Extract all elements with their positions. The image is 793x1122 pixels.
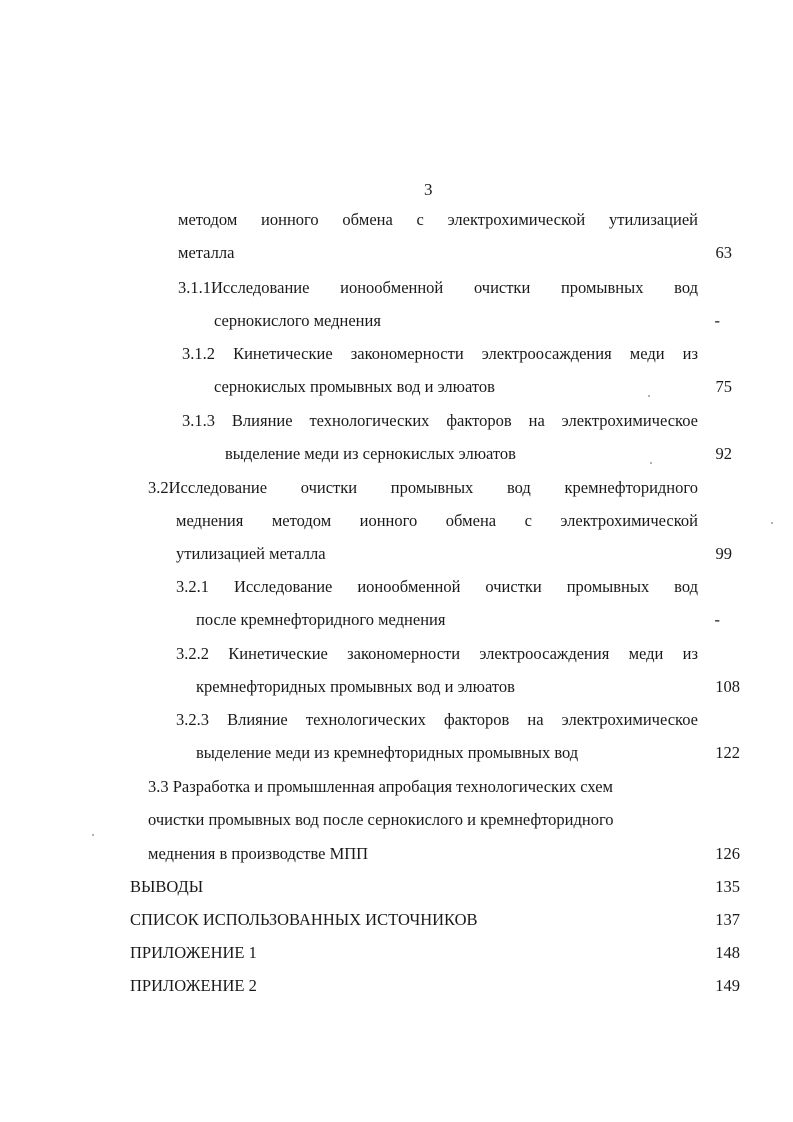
toc-page-number: 126	[715, 844, 740, 863]
toc-line: утилизацией металла	[176, 544, 326, 563]
toc-page-number: 99	[715, 544, 732, 563]
toc-page-number: 108	[715, 677, 740, 696]
toc-line: методом ионного обмена с электрохимической утилизацией	[178, 210, 698, 229]
toc-page-number: 92	[715, 444, 732, 463]
toc-page-number: 122	[715, 743, 740, 762]
toc-line: 3.3 Разработка и промышленная апробация технологических схем	[148, 777, 613, 796]
toc-line: кремнефторидных промывных вод и элюатов	[196, 677, 515, 696]
toc-line: СПИСОК ИСПОЛЬЗОВАННЫХ ИСТОЧНИКОВ	[130, 910, 478, 929]
toc-page-number: 149	[715, 976, 740, 995]
toc-page-number: 135	[715, 877, 740, 896]
toc-line: после кремнефторидного меднения	[196, 610, 446, 629]
scan-speck	[650, 462, 652, 464]
toc-line: очистки промывных вод после сернокислого и кремнефторидного	[148, 810, 614, 829]
toc-line: ВЫВОДЫ	[130, 877, 204, 896]
toc-line: 3.2.1 Исследование ионообменной очистки промывных вод	[176, 577, 698, 596]
toc-line: сернокислых промывных вод и элюатов	[214, 377, 495, 396]
toc-line: металла	[178, 243, 235, 262]
scan-speck	[771, 522, 773, 524]
toc-line: 3.2.3 Влияние технологических факторов на электрохимическое	[176, 710, 698, 729]
toc-line: ПРИЛОЖЕНИЕ 2	[130, 976, 257, 995]
scan-speck	[648, 395, 650, 397]
toc-line: 3.2.2 Кинетические закономерности электроосаждения меди из	[176, 644, 698, 663]
toc-page-number: -	[714, 311, 720, 330]
page-number: 3	[424, 180, 433, 199]
toc-line: 3.2Исследование очистки промывных вод кремнефторидного	[148, 478, 698, 497]
toc-line: 3.1.2 Кинетические закономерности электроосаждения меди из	[182, 344, 698, 363]
toc-line: выделение меди из сернокислых элюатов	[225, 444, 516, 463]
scan-speck	[92, 834, 94, 836]
toc-line: меднения методом ионного обмена с электрохимической	[176, 511, 698, 530]
toc-page-number: 75	[715, 377, 732, 396]
toc-line: сернокислого меднения	[214, 311, 381, 330]
toc-page-number: -	[714, 610, 720, 629]
toc-line: 3.1.1Исследование ионообменной очистки промывных вод	[178, 278, 698, 297]
toc-page-number: 63	[715, 243, 732, 262]
toc-line: 3.1.3 Влияние технологических факторов на электрохимическое	[182, 411, 698, 430]
toc-line: меднения в производстве МПП	[148, 844, 369, 863]
toc-line: выделение меди из кремнефторидных промывных вод	[196, 743, 579, 762]
toc-page-number: 148	[715, 943, 740, 962]
toc-page-number: 137	[715, 910, 740, 929]
toc-line: ПРИЛОЖЕНИЕ 1	[130, 943, 257, 962]
